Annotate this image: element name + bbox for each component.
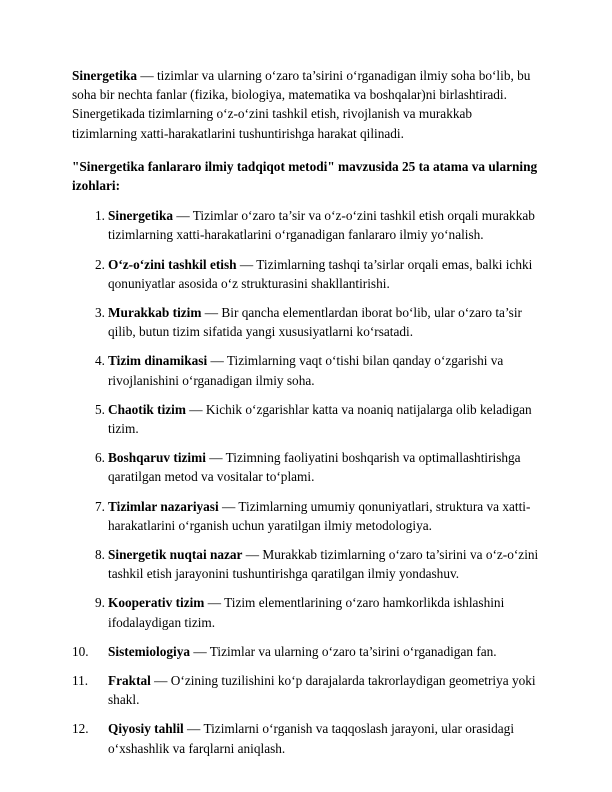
list-item [72, 719, 540, 757]
section-heading: "Sinergetika fanlararo ilmiy tadqiqot metodi" mavzusida 25 ta atama va ularning izohlari: [72, 158, 538, 194]
list-item [72, 448, 540, 486]
list-item-marker: 5. [95, 401, 105, 417]
list-item-dash: — [236, 256, 257, 272]
list-item-dash: — [204, 595, 225, 611]
list-item-term: Fraktal [108, 673, 151, 689]
list-item-dash: — [173, 208, 193, 224]
list-item-term: Sinergetik nuqtai nazar [108, 547, 243, 563]
list-item-marker: 7. [95, 498, 105, 514]
list-item-term: Kooperativ tizim [108, 595, 205, 611]
list-item-term: Tizimlar nazariyasi [108, 498, 219, 514]
list-item [72, 351, 540, 389]
list-item-body [108, 673, 536, 707]
term-list [72, 206, 540, 758]
list-item-dash: — [183, 721, 204, 737]
list-item-term: Qiyosiy tahlil [108, 721, 184, 737]
list-item-term: Boshqaruv tizimi [108, 450, 206, 466]
list-item-term: Murakkab tizim [108, 305, 202, 321]
list-item-term: Chaotik tizim [108, 401, 186, 417]
list-item-definition: Tizimning faoliyatini boshqarish va optimallashtirishga qaratilgan metod va vositalar toʻplami. [108, 450, 521, 485]
list-item-term: Sinergetika [108, 208, 174, 224]
list-item-marker: 1. [95, 208, 105, 224]
list-item-definition: Tizimlarning umumiy qonuniyatlari, struktura va xatti-harakatlarini oʻrganish uchun yaratilgan ilmiy metodologiya. [108, 498, 531, 533]
list-item-body [108, 721, 514, 755]
list-item-body [108, 257, 532, 291]
list-item-definition: Oʻzining tuzilishini koʻp darajalarda takrorlaydigan geometriya yoki shakl. [108, 673, 536, 708]
list-item [72, 255, 540, 293]
intro-dash: — [137, 68, 157, 83]
list-item-definition: Tizimlar oʻzaro ta’sir va oʻz-oʻzini tashkil etish orqali murakkab tizimlarning xatti-harakatlarini oʻrganadigan fanlararo ilmiy yoʻnalish. [108, 208, 535, 243]
list-item-dash: — [207, 353, 227, 369]
list-item-body [108, 305, 522, 339]
list-item-definition: Tizim elementlarining oʻzaro hamkorlikda ishlashini ifodalaydigan tizim. [108, 595, 505, 630]
list-item-definition: Bir qancha elementlardan iborat boʻlib, ular oʻzaro ta’sir qilib, butun tizim sifatida yangi xususiyatlarni koʻrsatadi. [108, 305, 522, 340]
intro-text: tizimlar va ularning oʻzaro ta’sirini oʻrganadigan ilmiy soha boʻlib, bu soha bir nechta fanlar (fizika, biologiya, matematika va boshqalar)ni birlashtiradi. Sinergetikada tizimlarning oʻz-oʻzini tashkil etish, rivojlanish va murakkab tizimlarning xatti-harakatlarini tushuntirishga harakat qilinadi. [72, 68, 531, 141]
list-item-marker: 3. [95, 305, 105, 321]
intro-lead-term: Sinergetika [72, 68, 138, 83]
list-item-marker: 12. [72, 721, 89, 737]
list-item [72, 545, 540, 583]
list-item-definition: Murakkab tizimlarning oʻzaro ta’sirini va oʻz-oʻzini tashkil etish jarayonini tushuntirishga qaratilgan ilmiy yondashuv. [108, 547, 539, 582]
list-item [72, 400, 540, 438]
list-item-dash: — [185, 401, 206, 417]
list-item-marker: 9. [95, 595, 105, 611]
list-item-definition: Tizimlarning vaqt oʻtishi bilan qanday oʻzgarishi va rivojlanishini oʻrganadigan ilmiy soha. [108, 353, 504, 388]
list-item-marker: 4. [95, 353, 105, 369]
list-item-body [108, 208, 535, 242]
list-item-marker: 10. [72, 643, 89, 659]
list-item-dash: — [205, 450, 226, 466]
list-item-dash: — [242, 547, 263, 563]
list-item [72, 593, 540, 631]
list-item-term: Oʻz-oʻzini tashkil etish [108, 256, 237, 272]
list-item-term: Sistemiologiya [108, 643, 190, 659]
list-item-body [108, 402, 532, 436]
list-item [72, 497, 540, 535]
list-item-dash: — [201, 305, 222, 321]
intro-paragraph [72, 66, 540, 143]
list-item [72, 671, 540, 709]
list-item-marker: 8. [95, 547, 105, 563]
list-item-marker: 6. [95, 450, 105, 466]
list-item [72, 303, 540, 341]
list-item-marker: 2. [95, 256, 105, 272]
list-item [72, 206, 540, 244]
list-item-body [108, 595, 504, 629]
list-item-body [108, 353, 503, 387]
list-item-dash: — [150, 673, 171, 689]
list-item [72, 642, 540, 661]
list-item-body [108, 450, 521, 484]
list-item-body [108, 644, 497, 659]
list-item-definition: Tizimlarni oʻrganish va taqqoslash jarayoni, ular orasidagi oʻxshashlik va farqlarni aniqlash. [108, 721, 515, 756]
list-item-marker: 11. [72, 673, 89, 689]
list-item-definition: Tizimlarning tashqi ta’sirlar orqali emas, balki ichki qonuniyatlar asosida oʻz strukturasini shakllantirishi. [108, 256, 533, 291]
list-item-term: Tizim dinamikasi [108, 353, 208, 369]
list-item-dash: — [218, 498, 239, 514]
list-item-body [108, 499, 530, 533]
list-item-dash: — [190, 643, 210, 659]
list-item-body [108, 547, 538, 581]
list-item-definition: Kichik oʻzgarishlar katta va noaniq natijalarga olib keladigan tizim. [108, 401, 532, 437]
list-item-definition: Tizimlar va ularning oʻzaro ta’sirini oʻrganadigan fan. [209, 643, 497, 659]
